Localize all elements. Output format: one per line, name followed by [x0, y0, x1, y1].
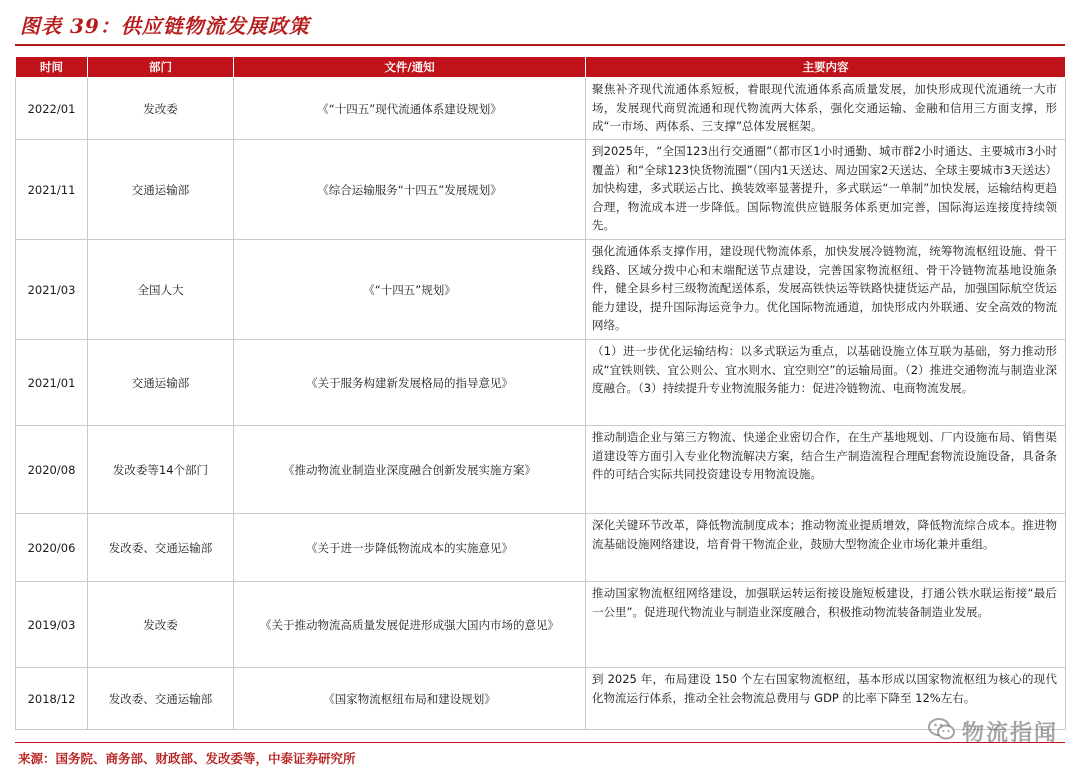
cell-dept: 交通运输部: [88, 340, 234, 426]
watermark: [928, 716, 1058, 747]
figure-title: 图表 39：供应链物流发展政策: [20, 14, 310, 38]
wechat-icon: [928, 717, 956, 747]
cell-file: 《关于推动物流高质量发展促进形成强大国内市场的意见》: [234, 582, 586, 668]
title-divider: [15, 44, 1065, 46]
table-row: [16, 140, 1066, 240]
footer-divider: [15, 742, 1065, 743]
header-time: 时间: [16, 57, 88, 78]
table-row: [16, 514, 1066, 582]
table-row: [16, 240, 1066, 340]
cell-file: 《推动物流业制造业深度融合创新发展实施方案》: [234, 426, 586, 514]
header-dept: 部门: [88, 57, 234, 78]
cell-time: 2020/06: [16, 514, 88, 582]
cell-file: 《“十四五”规划》: [234, 240, 586, 340]
cell-dept: 发改委: [88, 582, 234, 668]
cell-dept: 发改委: [88, 78, 234, 140]
cell-dept: 发改委、交通运输部: [88, 668, 234, 730]
cell-time: 2021/01: [16, 340, 88, 426]
cell-time: 2022/01: [16, 78, 88, 140]
cell-file: 《“十四五”现代流通体系建设规划》: [234, 78, 586, 140]
cell-dept: 全国人大: [88, 240, 234, 340]
cell-time: 2019/03: [16, 582, 88, 668]
watermark-text: 物流指闻: [961, 721, 1058, 746]
cell-content: 推动制造企业与第三方物流、快递企业密切合作，在生产基地规划、厂内设施布局、销售渠道建设等方面引入专业化物流解决方案，结合生产制造流程合理配套物流设施设备，具备条件的可结合实际共同投资建设专用物流设施。: [586, 426, 1066, 514]
cell-content: 推动国家物流枢纽网络建设，加强联运转运衔接设施短板建设，打通公铁水联运衔接“最后一公里”。促进现代物流业与制造业深度融合，积极推动物流装备制造业发展。: [586, 582, 1066, 668]
table-row: [16, 426, 1066, 514]
cell-file: 《关于进一步降低物流成本的实施意见》: [234, 514, 586, 582]
cell-dept: 发改委、交通运输部: [88, 514, 234, 582]
cell-file: 《综合运输服务“十四五”发展规划》: [234, 140, 586, 240]
cell-time: 2018/12: [16, 668, 88, 730]
cell-content: 深化关键环节改革，降低物流制度成本；推动物流业提质增效，降低物流综合成本。推进物流基础设施网络建设，培育骨干物流企业，鼓励大型物流企业市场化兼并重组。: [586, 514, 1066, 582]
cell-content: 强化流通体系支撑作用，建设现代物流体系，加快发展冷链物流，统筹物流枢纽设施、骨干线路、区域分拨中心和末端配送节点建设，完善国家物流枢纽、骨干冷链物流基地设施条件，健全县乡村三级物流配送体系，发展高铁快运等铁路快捷货运产品，加强国际航空货运能力建设，提升国际海运竞争力。优化国际物流通道，加快形成内外联通、安全高效的物流网络。: [586, 240, 1066, 340]
cell-content: （1）进一步优化运输结构：以多式联运为重点，以基础设施立体互联为基础，努力推动形成“宜铁则铁、宜公则公、宜水则水、宜空则空”的运输局面。（2）推进交通物流与制造业深度融合。（3）持续提升专业物流服务能力：促进冷链物流、电商物流发展。: [586, 340, 1066, 426]
cell-file: 《国家物流枢纽布局和建设规划》: [234, 668, 586, 730]
policy-table: [15, 56, 1066, 730]
cell-time: 2020/08: [16, 426, 88, 514]
cell-content: 聚焦补齐现代流通体系短板，着眼现代流通体系高质量发展，加快形成现代流通统一大市场，发展现代商贸流通和现代物流两大体系，强化交通运输、金融和信用三方面支撑，形成“一市场、两体系、三支撑”总体发展框架。: [586, 78, 1066, 140]
cell-content: 到 2025 年，布局建设 150 个左右国家物流枢纽，基本形成以国家物流枢纽为核心的现代化物流运行体系，推动全社会物流总费用与 GDP 的比率下降至 12%左右。: [586, 668, 1066, 730]
cell-content: 到2025年，“全国123出行交通圈”（都市区1小时通勤、城市群2小时通达、主要城市3小时覆盖）和“全球123快货物流圈”（国内1天送达、周边国家2天送达、全球主要城市3天送达）加快构建，多式联运占比、换装效率显著提升，多式联运“一单制”加快发展，运输结构更趋合理，物流成本进一步降低。国际物流供应链服务体系更加完善，国际海运连接度持续领先。: [586, 140, 1066, 240]
table-row: [16, 582, 1066, 668]
cell-dept: 发改委等14个部门: [88, 426, 234, 514]
cell-file: 《关于服务构建新发展格局的指导意见》: [234, 340, 586, 426]
table-row: [16, 668, 1066, 730]
table-header-row: [16, 57, 1066, 78]
cell-dept: 交通运输部: [88, 140, 234, 240]
cell-time: 2021/03: [16, 240, 88, 340]
cell-time: 2021/11: [16, 140, 88, 240]
table-row: [16, 78, 1066, 140]
table-row: [16, 340, 1066, 426]
header-content: 主要内容: [586, 57, 1066, 78]
header-file: 文件/通知: [234, 57, 586, 78]
source-note: 来源：国务院、商务部、财政部、发改委等，中泰证券研究所: [18, 751, 356, 766]
